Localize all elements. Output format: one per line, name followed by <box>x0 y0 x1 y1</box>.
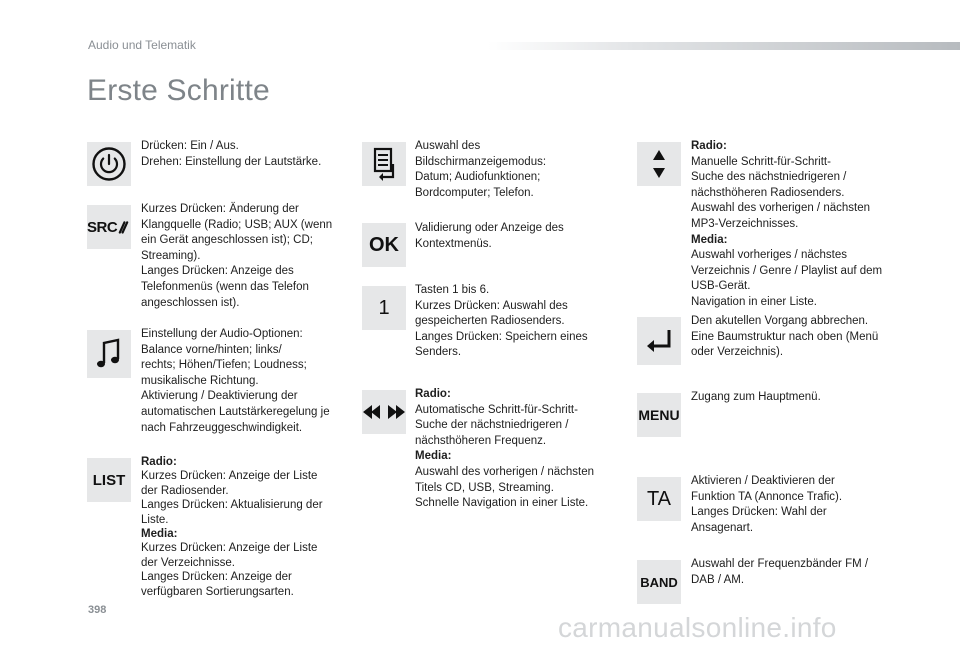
ta-description: Aktivieren / Deaktivieren der Funktion TA (Annonce Trafic). Langes Drücken: Wahl der Ansagenart. <box>691 475 843 534</box>
band-label: BAND <box>640 574 678 590</box>
ta-label: TA <box>646 487 672 510</box>
ok-button-icon <box>362 223 406 267</box>
band-description: Auswahl der Frequenzbänder FM / DAB / AM. <box>691 558 869 586</box>
audio-options-description: Einstellung der Audio-Optionen: Balance vorne/hinten; links/ rechts; Höhen/Tiefen; Loudness; musikalische Richtung. Aktivierung / Deaktivierung der automatischen Lautstärkeregelung je nach Fahrzeuggeschwindigkeit. <box>141 328 330 434</box>
src-label: SRC <box>87 218 118 236</box>
music-note-icon <box>87 330 131 378</box>
up-down-description: Radio: Manuelle Schritt-für-Schritt- Suche des nächstniedrigeren / nächsthöheren Radiosenders. Auswahl des vorherigen / nächsten MP3-Verzeichnisses. Media: Auswahl vorheriges / nächstes Verzeichnis / Genre / Playlist auf dem USB-Gerät. Navigation in einer Liste. <box>691 140 883 308</box>
phone-handset-icon <box>118 219 131 235</box>
presets-description: Tasten 1 bis 6. Kurzes Drücken: Auswahl des gespeicherten Radiosenders. Langes Drücken: Speichern eines Senders. <box>415 284 588 359</box>
band-button-icon <box>637 560 681 604</box>
display-mode-description: Auswahl des Bildschirmanzeigemodus: Datum; Audiofunktionen; Bordcomputer; Telefon. <box>415 140 547 199</box>
page-number: 398 <box>88 604 107 616</box>
menu-button-icon <box>637 393 681 437</box>
ta-button-icon <box>637 477 681 521</box>
display-mode-icon <box>362 142 406 186</box>
ok-description: Validierung oder Anzeige des Kontextmenüs. <box>415 222 564 250</box>
back-arrow-icon <box>637 317 681 365</box>
list-button-icon <box>87 458 131 502</box>
ok-label: OK <box>369 233 399 256</box>
preset-button-icon <box>362 286 406 330</box>
page-heading: Erste Schritte <box>87 74 270 107</box>
list-label: LIST <box>92 471 126 489</box>
src-description: Kurzes Drücken: Änderung der Klangquelle (Radio; USB; AUX (wenn ein Gerät angeschlossen ist); CD; Streaming). Langes Drücken: Anzeige des Telefonmenüs (wenn das Telefon angeschlossen ist). <box>141 203 333 309</box>
preset-label: 1 <box>378 296 390 319</box>
list-description: Radio: Kurzes Drücken: Anzeige der Liste der Radiosender. Langes Drücken: Aktualisierung der Liste. Media: Kurzes Drücken: Anzeige der Liste der Verzeichnisse. Langes Drücken: Anzeige der verfügbaren Sortierungsarten. <box>141 456 323 598</box>
power-knob-icon <box>87 142 131 186</box>
section-title: Audio und Telematik <box>88 38 196 52</box>
menu-description: Zugang zum Hauptmenü. <box>691 391 821 403</box>
back-description: Den akutellen Vorgang abbrechen. Eine Baumstruktur nach oben (Menü oder Verzeichnis). <box>691 315 879 359</box>
menu-label: MENU <box>638 407 680 423</box>
power-description: Drücken: Ein / Aus. Drehen: Einstellung der Lautstärke. <box>141 140 322 168</box>
header-rule <box>488 42 960 50</box>
src-phone-icon <box>87 205 131 249</box>
seek-arrows-icon <box>362 390 406 434</box>
up-down-arrows-icon <box>637 142 681 186</box>
watermark: carmanualsonline.info <box>558 612 837 643</box>
seek-description: Radio: Automatische Schritt-für-Schritt- Suche der nächstniedrigeren / nächsthöheren Frequenz. Media: Auswahl des vorherigen / nächsten Titels CD, USB, Streaming. Schnelle Navigation in einer Liste. <box>415 388 594 510</box>
